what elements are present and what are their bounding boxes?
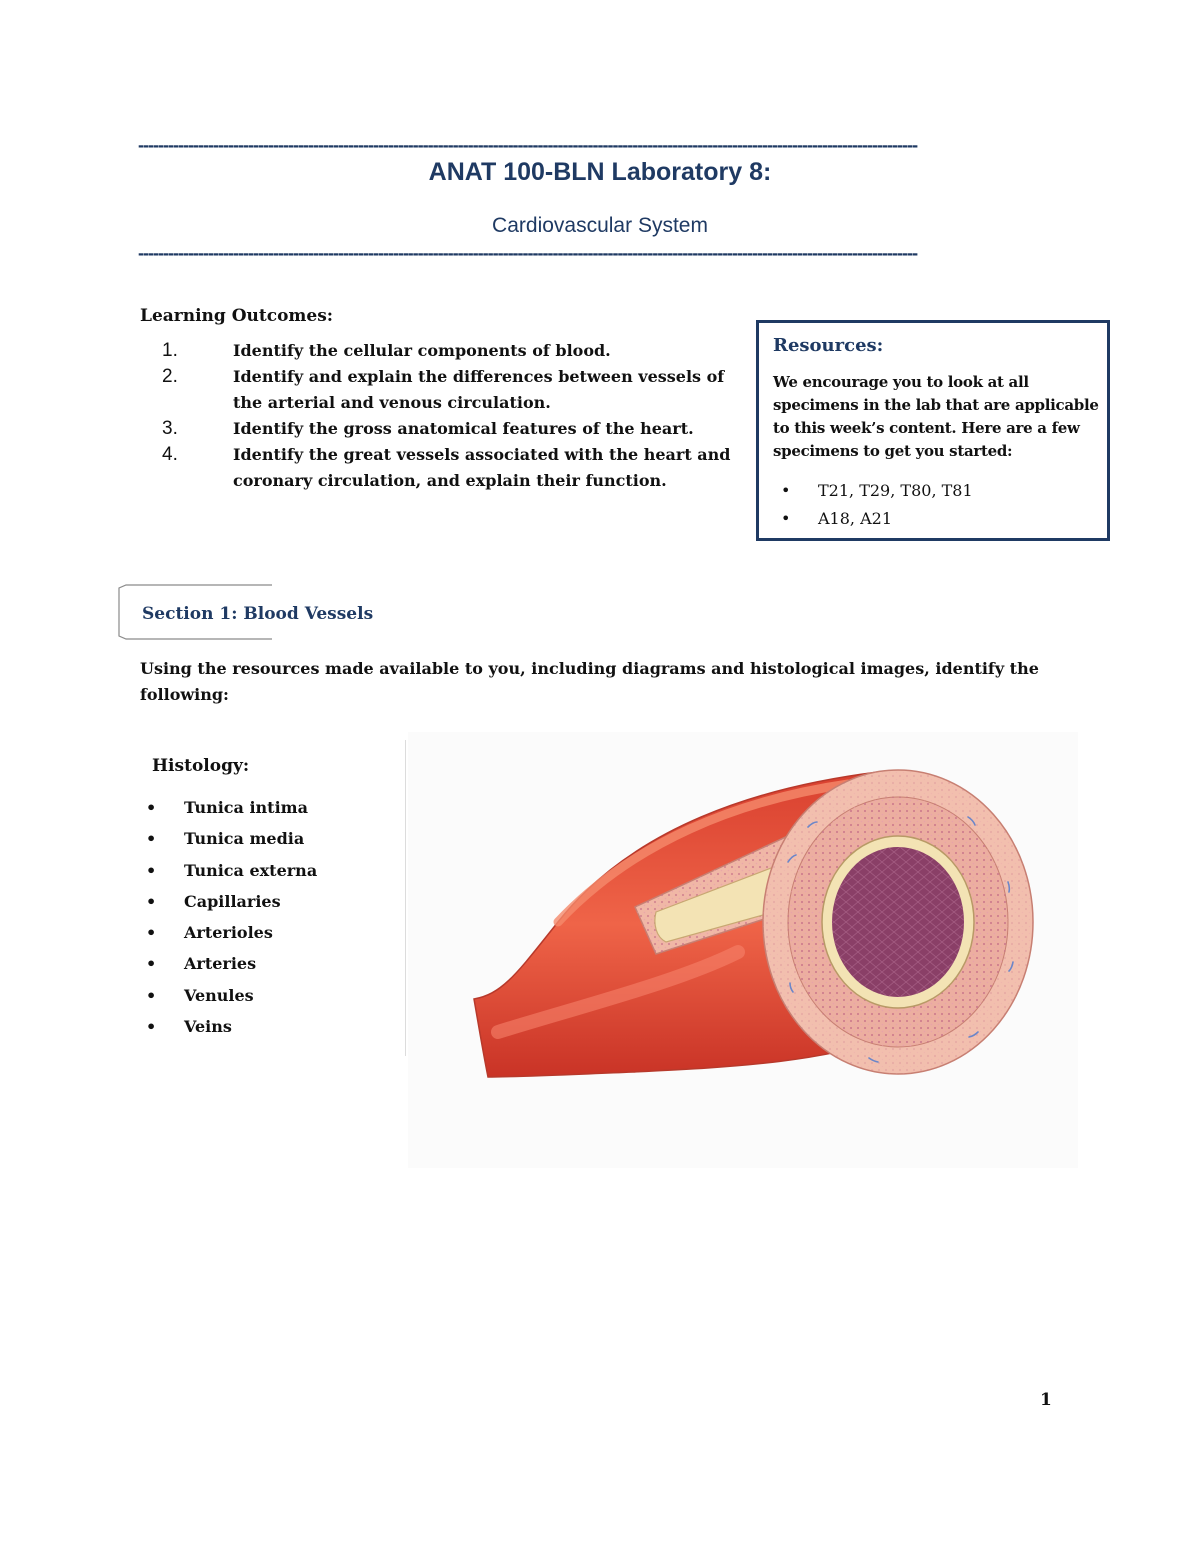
list-item: • Capillaries [140, 886, 317, 917]
list-item: 2. Identify and explain the differences between vessels of the arterial and venous circulation. [162, 366, 725, 412]
lumen-endothelium-texture [832, 847, 964, 997]
list-item: • Arterioles [140, 917, 317, 948]
learning-outcomes-list [140, 338, 750, 494]
list-item: 4. Identify the great vessels associated with the heart and coronary circulation, and explain their function. [162, 444, 731, 490]
blood-vessel-illustration [408, 732, 1078, 1168]
resources-box [756, 320, 1110, 541]
list-item: • Arteries [140, 948, 317, 979]
learning-outcomes-heading: Learning Outcomes: [140, 306, 334, 326]
list-item: • Veins [140, 1011, 317, 1042]
resources-list [773, 477, 973, 533]
list-item: 3. Identify the gross anatomical features of the heart. [162, 418, 694, 439]
page-number: 1 [1040, 1390, 1052, 1410]
resources-title: Resources: [773, 335, 884, 356]
page-subtitle: Cardiovascular System [492, 214, 708, 237]
list-item: • Venules [140, 980, 317, 1011]
cross-section [763, 770, 1033, 1074]
list-item: 1. Identify the cellular components of blood. [162, 340, 611, 361]
bottom-rule: ------------------------------------------------------------------------------------------------------------------------------------------------------------ [138, 244, 918, 262]
histology-heading: Histology: [152, 756, 250, 776]
histology-list [140, 792, 317, 1042]
list-item: • Tunica media [140, 823, 317, 854]
list-item: • A18, A21 [773, 505, 973, 533]
column-divider [405, 740, 406, 1056]
section-intro: Using the resources made available to you, including diagrams and histological images, identify the following: [140, 659, 1039, 704]
resources-text: We encourage you to look at all specimens in the lab that are applicable to this week’s content. Here are a few specimens to get you started: [773, 373, 1099, 460]
list-item: • Tunica externa [140, 855, 317, 886]
section-title: Section 1: Blood Vessels [142, 604, 374, 624]
top-rule: ------------------------------------------------------------------------------------------------------------------------------------------------------------ [138, 136, 918, 154]
list-item: • T21, T29, T80, T81 [773, 477, 973, 505]
page-title: ANAT 100-BLN Laboratory 8: [428, 158, 772, 186]
list-item: • Tunica intima [140, 792, 317, 823]
